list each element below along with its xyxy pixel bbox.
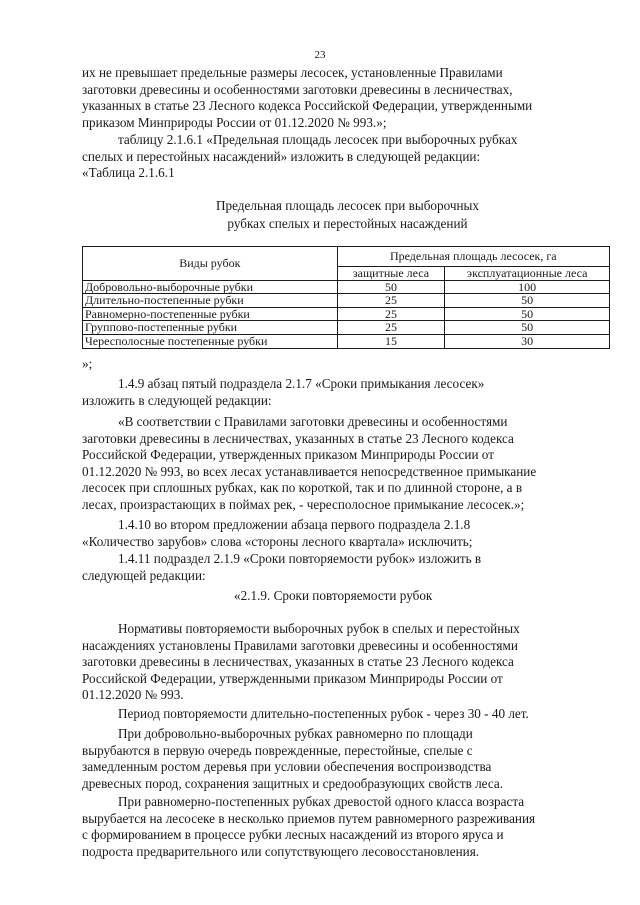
text-line: Российской Федерации, утвержденными приказом Минприроды России от bbox=[82, 670, 503, 686]
text-line: насаждениях установлены Правилами заготовки древесины и особенностями bbox=[82, 637, 518, 653]
text-line: указанных в статье 23 Лесного кодекса Российской Федерации, утвержденными bbox=[82, 98, 533, 114]
cutting-type-cell: Равномерно-постепенные рубки bbox=[83, 307, 338, 321]
table-title-line: Предельная площадь лесосек при выборочных bbox=[216, 198, 479, 213]
text-line: Нормативы повторяемости выборочных рубок в спелых и перестойных bbox=[118, 621, 520, 636]
top-paragraph bbox=[82, 65, 613, 131]
text-line: 01.12.2020 № 993, во всех лесах устанавливается непосредственное примыкание bbox=[82, 463, 537, 479]
table-closing-row bbox=[82, 356, 613, 373]
table-row bbox=[83, 307, 610, 321]
text-line: подроста предварительного или сопутствующего лесовосстановления. bbox=[82, 843, 480, 859]
cutting-area-limits-table bbox=[82, 246, 610, 349]
column-header-cutting-type: Виды рубок bbox=[83, 247, 338, 281]
section-heading: «2.1.9. Сроки повторяемости рубок bbox=[234, 588, 433, 603]
norms-paragraph bbox=[82, 621, 613, 704]
text-line: Период повторяемости длительно-постепенных рубок - через 30 - 40 лет. bbox=[118, 706, 529, 721]
column-header-area-limit: Предельная площадь лесосек, га bbox=[337, 247, 609, 267]
text-line: с формированием в процессе рубки лесных насаждений из второго яруса и bbox=[82, 827, 504, 843]
protective-value-cell: 25 bbox=[337, 307, 445, 321]
text-line: замедленным ростом деревья при условии обеспечения воспроизводства bbox=[82, 759, 492, 775]
text-line: вырубаются в первую очередь поврежденные, перестойные, спелые с bbox=[82, 742, 473, 758]
protective-value-cell: 15 bbox=[337, 334, 445, 348]
protective-value-cell: 25 bbox=[337, 294, 445, 308]
text-line: 1.4.9 абзац пятый подраздела 2.1.7 «Сроки примыкания лесосек» bbox=[118, 376, 485, 391]
table-row bbox=[83, 334, 610, 348]
protective-value-cell: 50 bbox=[337, 280, 445, 294]
table-title-line: рубках спелых и перестойных насаждений bbox=[227, 216, 468, 231]
operational-value-cell: 50 bbox=[445, 307, 610, 321]
item-1-4-11 bbox=[82, 551, 613, 584]
period-paragraph bbox=[82, 706, 613, 723]
text-line: древесных пород, сохранения защитных и средообразующих свойств леса. bbox=[82, 775, 504, 791]
text-line: При добровольно-выборочных рубках равномерно по площади bbox=[118, 726, 473, 741]
table-row bbox=[83, 294, 610, 308]
operational-value-cell: 100 bbox=[445, 280, 610, 294]
section-heading-row bbox=[82, 588, 613, 605]
text-line: лесах, произрастающих в поймах рек, - чересполосное примыкание лесосек.»; bbox=[82, 496, 525, 512]
text-line: заготовки древесины и особенностями заготовки древесины в лесничествах, bbox=[82, 81, 513, 97]
text-line: изложить в следующей редакции: bbox=[82, 392, 272, 408]
text-line: При равномерно-постепенных рубках древостой одного класса возраста bbox=[118, 794, 525, 809]
uniform-paragraph bbox=[82, 794, 613, 860]
table-label-row bbox=[82, 165, 613, 182]
cutting-type-cell: Длительно-постепенные рубки bbox=[83, 294, 338, 308]
item-1-4-10 bbox=[82, 517, 613, 550]
text-line: заготовки древесины в лесничествах, указанных в статье 23 Лесного кодекса bbox=[82, 430, 514, 446]
text-line: лесосек при сплошных рубках, как по короткой, так и по длинной стороне, а в bbox=[82, 480, 523, 496]
cutting-type-cell: Чересполосные постепенные рубки bbox=[83, 334, 338, 348]
text-line: вырубается на лесосеке в несколько приемов путем равномерного разреживания bbox=[82, 810, 536, 826]
operational-value-cell: 50 bbox=[445, 321, 610, 335]
table-intro-paragraph bbox=[82, 132, 613, 165]
table-row bbox=[83, 280, 610, 294]
text-line: следующей редакции: bbox=[82, 567, 206, 583]
column-header-operational: эксплуатационные леса bbox=[445, 267, 610, 281]
text-line: Российской Федерации, утвержденных приказом Минприроды России от bbox=[82, 447, 494, 463]
column-header-protective: защитные леса bbox=[337, 267, 445, 281]
table-label: «Таблица 2.1.6.1 bbox=[82, 165, 175, 180]
text-line: таблицу 2.1.6.1 «Предельная площадь лесосек при выборочных рубках bbox=[118, 132, 518, 147]
text-line: 01.12.2020 № 993. bbox=[82, 687, 184, 703]
text-line: «В соответствии с Правилами заготовки древесины и особенностями bbox=[118, 414, 508, 429]
item-1-4-9 bbox=[82, 376, 613, 409]
table-row bbox=[83, 321, 610, 335]
operational-value-cell: 30 bbox=[445, 334, 610, 348]
table-closing-mark: »; bbox=[82, 356, 93, 371]
text-line: «Количество зарубов» слова «стороны лесного квартала» исключить; bbox=[82, 533, 473, 549]
operational-value-cell: 50 bbox=[445, 294, 610, 308]
text-line: заготовки древесины в лесничествах, указанных в статье 23 Лесного кодекса bbox=[82, 654, 514, 670]
text-line: спелых и перестойных насаждений» изложить в следующей редакции: bbox=[82, 148, 481, 164]
quote-1-4-9 bbox=[82, 414, 613, 514]
protective-value-cell: 25 bbox=[337, 321, 445, 335]
voluntary-paragraph bbox=[82, 726, 613, 792]
text-line: их не превышает предельные размеры лесосек, установленные Правилами bbox=[82, 65, 503, 80]
cutting-type-cell: Группово-постепенные рубки bbox=[83, 321, 338, 335]
text-line: приказом Минприроды России от 01.12.2020 № 993.»; bbox=[82, 114, 387, 130]
table-title bbox=[82, 197, 613, 233]
text-line: 1.4.10 во втором предложении абзаца первого подраздела 2.1.8 bbox=[118, 517, 471, 532]
cutting-type-cell: Добровольно-выборочные рубки bbox=[83, 280, 338, 294]
table-header-row bbox=[83, 247, 610, 267]
text-line: 1.4.11 подраздел 2.1.9 «Сроки повторяемости рубок» изложить в bbox=[118, 551, 482, 566]
page-number: 23 bbox=[314, 49, 326, 61]
